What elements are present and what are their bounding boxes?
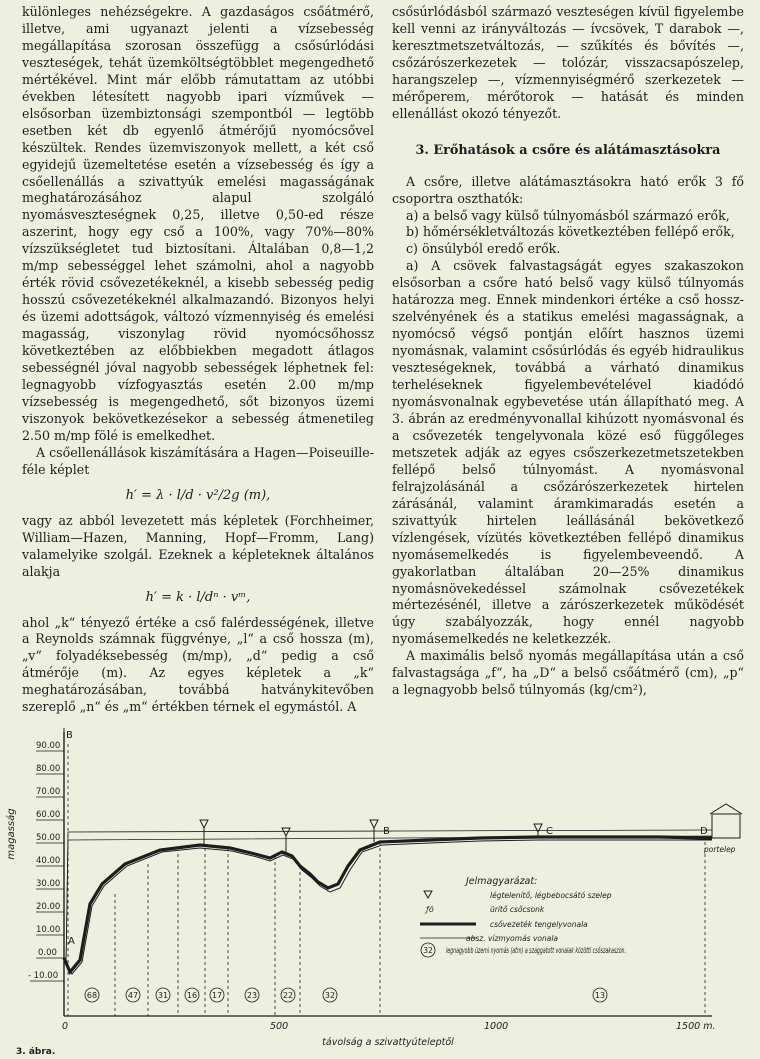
formula-hagen-poiseuille: h′ = λ · l/d · v²/2g (m), — [125, 487, 271, 503]
point-label-top: B — [66, 730, 73, 741]
y-tick-label: 30.00 — [36, 879, 61, 889]
y-tick-label: 0.00 — [38, 948, 57, 958]
point-label-c: C — [546, 826, 553, 837]
right-paragraph-2: A csőre, illetve alátámasztásokra ható erők 3 fő csoportra oszthatók: — [392, 173, 744, 206]
right-paragraph-1: csősúrlódásból származó veszteségen kívül figyelembe kell venni az irányváltozás — ívcsövek, T darabok —, keresztmetszetváltozás, — szűkítés és bővítés —, csőzárószerkezetek — tolózár, visszacsapószelep, harangszelep —, vízmennyiségmérő szerkezetek — mérőperem, mérőtorok — hatását és minden ellenállást okozó tényezőt. — [392, 4, 744, 121]
legend-item-label: ürítő csőcsonk — [490, 905, 545, 914]
legend-sample-number: 32 — [423, 946, 433, 955]
y-tick — [36, 856, 64, 866]
y-tick — [36, 833, 64, 843]
y-tick — [36, 810, 64, 820]
list-item-c: c) önsúlyból eredő erők. — [406, 241, 561, 257]
left-paragraph-3: vagy az abból levezetett más képletek (Forchheimer, William—Hazen, Manning, Hopf—Fromm, Lang) valamelyike szolgál. Ezeknek a képleteknek általános alakja — [22, 512, 374, 579]
list-item-b: b) hőmérsékletváltozás következtében fellépő erők, — [406, 224, 735, 240]
y-tick-label: 40.00 — [36, 856, 61, 866]
y-tick — [36, 948, 64, 958]
legend-item — [421, 943, 626, 957]
figure-caption: 3. ábra. — [16, 1047, 56, 1057]
list-item-a: a) a belső vagy külső túlnyomásból származó erők, — [406, 207, 730, 223]
section-number-text: 31 — [157, 991, 169, 1000]
y-tick — [36, 925, 64, 935]
y-tick-label: 10.00 — [36, 925, 61, 935]
y-tick — [28, 971, 64, 981]
section-number-text: 23 — [246, 991, 258, 1000]
section-number — [85, 988, 99, 1002]
section-dividers — [68, 744, 705, 1016]
section-number — [323, 988, 337, 1002]
air-valve-icon — [424, 891, 432, 898]
y-tick-label: 50.00 — [36, 833, 61, 843]
legend-item-label: csővezeték tengelyvonala — [490, 920, 588, 929]
x-tick-label: 1000 — [484, 1021, 509, 1032]
section-numbers — [85, 988, 607, 1002]
right-paragraph-4: A maximális belső nyomás megállapítása után a cső falvastagsága „f“, ha „D“ a belső csőátmérő (cm), „p“ a legnagyobb belső túlnyomás (kg/cm²), — [392, 648, 744, 698]
legend-item-label: légtelenítő, légbebocsátó szelep — [490, 891, 612, 900]
y-tick — [36, 741, 64, 751]
y-tick-label: - 10.00 — [28, 971, 59, 981]
left-paragraph-2: A csőellenállások kiszámítására a Hagen—Poiseuille-féle képlet — [22, 444, 374, 477]
section-number-text: 13 — [594, 991, 606, 1000]
section-number — [185, 988, 199, 1002]
section-number — [245, 988, 259, 1002]
right-paragraph-3: a) A csövek falvastagságát egyes szakaszokon elsősorban a csőre ható belső vagy külső túlnyomás határozza meg. Ennek mindenkori értéke a cső hossz-szelvényének és a statikus emelési magasságnak, a nyomócső végső pontján előírt hasznos üzemi nyomásnak, valamint csősúrlódás és egyéb hidraulikus veszteségeknek, továbbá a várható dinamikus terheléseknek figyelembevételével kiadódó nyomásvonalnak egybevetése után állapítható meg. A 3. ábrán az eredményvonallal kihúzott nyomásvonal és a csővezeték tengelyvonala közé eső függőleges metszetek adják az egyes csőszerkezetmetszetekben fellépő belső túlnyomást. A nyomásvonal felrajzolásánál a csőzárószerkezetek hirtelen zárásánál, valamint áramkimaradás esetén a szivattyúk hirtelen leállásánál bekövetkező vízlengések, vízütés következtében fellépő dinamikus nyomásemelkedés is figyelembeveendő. A gyakorlatban általában 20—25% dinamikus nyomásnövekedéssel számolnak csővezetékek mértezésénél, illetve a zárószerkezetek működését úgy szabályozzák, hogy ennél nagyobb nyomásemelkedés ne keletkezzék. — [392, 258, 744, 647]
section-number-text: 17 — [211, 991, 223, 1000]
y-tick-label: 80.00 — [36, 764, 61, 774]
section-number — [210, 988, 224, 1002]
point-label-b: B — [383, 826, 390, 837]
y-tick — [36, 879, 64, 889]
y-tick — [36, 764, 64, 774]
y-tick — [36, 902, 64, 912]
legend — [420, 876, 626, 957]
legend-item — [420, 934, 558, 943]
y-tick-label: 70.00 — [36, 787, 61, 797]
section-number-text: 22 — [282, 991, 294, 1000]
y-tick-label: 20.00 — [36, 902, 61, 912]
pump-house-icon — [710, 804, 742, 838]
section-number — [593, 988, 607, 1002]
point-label-a: A — [68, 936, 75, 947]
x-ticks — [62, 1021, 715, 1032]
right-column — [392, 4, 744, 699]
legend-item — [420, 920, 588, 929]
section-number-text: 32 — [324, 991, 336, 1000]
legend-item — [424, 905, 545, 914]
y-ticks — [28, 741, 64, 981]
x-tick-label: 0 — [62, 1021, 69, 1032]
left-paragraph-1: különleges nehézségekre. A gazdaságos csőátmérő, illetve, ami ugyanazt jelenti a vízsebesség megállapítása szorosan összefügg a csősúrlódási veszteségek, tehát üzemköltségtöbblet megengedhető mértékével. Mint már előbb rámutattam az utóbbi években létesített nagyobb ipari vízművek — elsősorban üzembiztonsági szempontból — legtöbb esetben két db egyenlő átmérőjű nyomócsővel készültek. Rendes üzemviszonyok mellett, a két cső egyidejű üzemeltetése esetén a vízsebesség és így a csőellenállás a szivattyúk emelési magasságának meghatározásához alapul szolgáló nyomásveszteségnek 0,25, illetve 0,50-ed része aszerint, hogy egy cső a 100%, vagy 70%—80% vízszükségletet tud biztosítani. Általában 0,8—1,2 m/mp sebességgel lehet számolni, ahol a nagyobb érték rövid csővezetékeknél, a kisebb sebesség pedig hosszú csővezetékeknél alkalmazandó. Bizonyos helyi és üzemi adottságok, változó vízmennyiség és emelési magasság, viszonylag rövid nyomócsőhossz következtében az előbbiekben megadott átlagos sebességnél jóval nagyobb sebességek léphetnek fel: legnagyobb vízfogyasztás esetén 2.00 m/mp vízsebesség is megengedhető, sőt bizonyos üzemi viszonyok bekövetkezésekor a sebesség átmenetileg 2.50 m/mp fölé is emelkedhet. — [22, 4, 374, 443]
section-number — [156, 988, 170, 1002]
y-tick — [36, 787, 64, 797]
x-axis-title: távolság a szivattyúteleptől — [322, 1037, 454, 1048]
x-tick-label: 500 — [270, 1021, 289, 1032]
air-valve-icon — [200, 820, 208, 845]
x-tick-label: 1500 m. — [676, 1021, 716, 1032]
drain-icon: ƒö — [426, 905, 434, 914]
y-tick-label: 90.00 — [36, 741, 61, 751]
section-number — [126, 988, 140, 1002]
section-number — [281, 988, 295, 1002]
pump-house-label: portelep — [704, 845, 736, 854]
section-heading: 3. Erőhatások a csőre és alátámasztásokra — [415, 142, 721, 158]
pressure-profile-figure — [0, 724, 760, 1059]
legend-item-label: legnagyobb üzemi nyomás (atm) a szaggatott vonalak közötti csőszakaszon. — [446, 946, 626, 955]
section-number-text: 47 — [127, 991, 139, 1000]
y-tick-label: 60.00 — [36, 810, 61, 820]
point-label-d: D — [700, 826, 708, 837]
formula-general: h′ = k · l/dⁿ · vᵐ, — [145, 589, 251, 605]
y-axis-title: magasság — [6, 808, 17, 860]
left-paragraph-4: ahol „k“ tényező értéke a cső falérdességének, illetve a Reynolds számnak függvénye, „l“ a cső hossza (m), „v“ folyadéksebesség (m/mp), „d“ pedig a cső átmérője (m). Az egyes képletek a „k“ meghatározásában, továbbá hatványkitevőben szereplő „n“ és „m“ értékben térnek el egymástól. A — [22, 614, 374, 715]
legend-item-label: absz. vízmyomás vonala — [466, 934, 559, 943]
left-column — [22, 4, 374, 716]
legend-item — [424, 891, 612, 900]
section-number-text: 16 — [186, 991, 198, 1000]
section-number-text: 68 — [86, 991, 98, 1000]
legend-title: Jelmagyarázat: — [466, 876, 538, 887]
